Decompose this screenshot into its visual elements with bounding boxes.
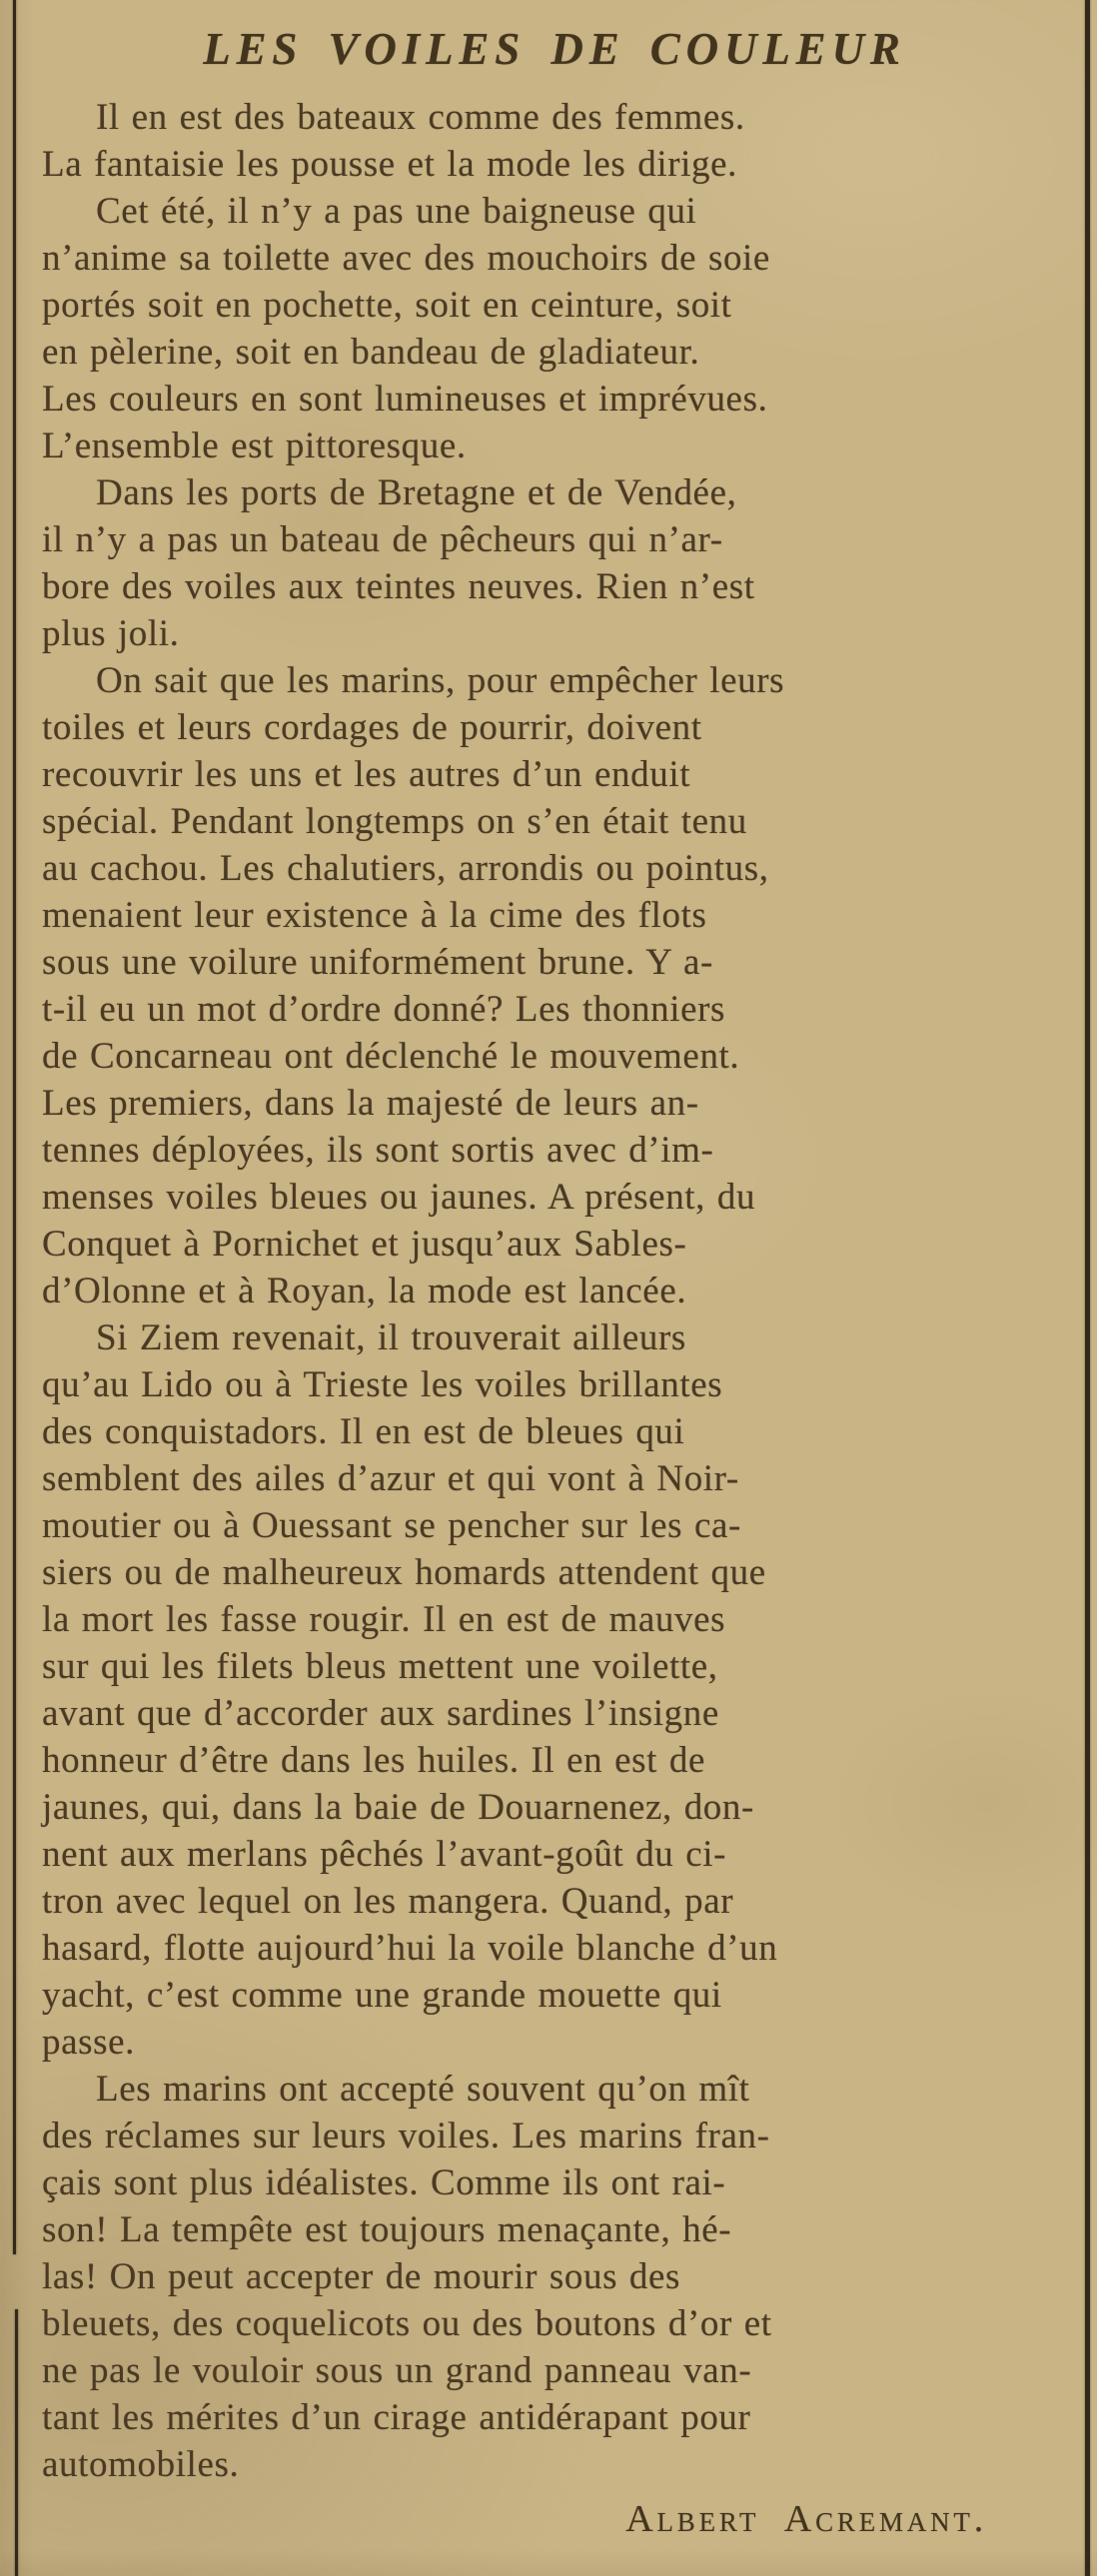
article-paragraph xyxy=(42,657,1067,1314)
article-line: tant les mérites d’un cirage antidérapant pour xyxy=(42,2397,751,2438)
article-line: yacht, c’est comme une grande mouette qui xyxy=(42,1975,722,2016)
article-line: de Concarneau ont déclenché le mouvement. xyxy=(42,1036,740,1077)
article-line: nent aux merlans pêchés l’avant-goût du ci- xyxy=(42,1834,727,1875)
article-paragraph xyxy=(42,188,1067,469)
article-line: sur qui les filets bleus mettent une voilette, xyxy=(42,1646,718,1687)
article-line: Dans les ports de Bretagne et de Vendée, xyxy=(96,472,737,513)
article-line: d’Olonne et à Royan, la mode est lancée. xyxy=(42,1271,687,1311)
article-line: avant que d’accorder aux sardines l’insigne xyxy=(42,1693,719,1734)
column-rule-right xyxy=(1085,0,1090,2576)
article-line: moutier ou à Ouessant se pencher sur les ca- xyxy=(42,1505,741,1546)
article-line: ne pas le vouloir sous un grand panneau van- xyxy=(42,2350,752,2391)
article-line: spécial. Pendant longtemps on s’en était tenu xyxy=(42,801,747,842)
article-line: t-il eu un mot d’ordre donné? Les thonniers xyxy=(42,989,726,1030)
article-line: La fantaisie les pousse et la mode les dirige. xyxy=(42,144,738,185)
article-line: Les marins ont accepté souvent qu’on mît xyxy=(96,2069,750,2110)
article-body xyxy=(42,94,1067,2488)
article-line: honneur d’être dans les huiles. Il en est de xyxy=(42,1740,706,1781)
article-line: hasard, flotte aujourd’hui la voile blanche d’un xyxy=(42,1928,778,1969)
article-line: Les premiers, dans la majesté de leurs an- xyxy=(42,1083,699,1124)
article-line: menses voiles bleues ou jaunes. A présent, du xyxy=(42,1177,756,1218)
article-line: portés soit en pochette, soit en ceinture, soit xyxy=(42,285,732,326)
article-title: LES VOILES DE COULEUR xyxy=(203,24,906,74)
article-line: Les couleurs en sont lumineuses et imprévues. xyxy=(42,379,768,420)
article-line: siers ou de malheureux homards attendent que xyxy=(42,1552,766,1593)
article-line: tennes déployées, ils sont sortis avec d’im- xyxy=(42,1130,714,1171)
article-line: menaient leur existence à la cime des flots xyxy=(42,895,707,936)
article-line: bleuets, des coquelicots ou des boutons d’or et xyxy=(42,2303,772,2344)
article-paragraph xyxy=(42,2066,1067,2488)
article-line: au cachou. Les chalutiers, arrondis ou pointus, xyxy=(42,848,769,889)
article-line: la mort les fasse rougir. Il en est de mauves xyxy=(42,1599,726,1640)
article-line: automobiles. xyxy=(42,2444,240,2485)
article-line: Il en est des bateaux comme des femmes. xyxy=(96,97,745,138)
article-line: des réclames sur leurs voiles. Les marins fran- xyxy=(42,2116,770,2156)
article-signature: Albert Acremant. xyxy=(625,2498,987,2540)
article-line: plus joli. xyxy=(42,613,180,654)
article-line: semblent des ailes d’azur et qui vont à Noir- xyxy=(42,1458,739,1499)
article-line: On sait que les marins, pour empêcher leurs xyxy=(96,660,785,701)
article-line: L’ensemble est pittoresque. xyxy=(42,426,467,466)
column-rule-left-upper xyxy=(13,0,16,2254)
newspaper-column xyxy=(42,14,1067,2544)
article-line: recouvrir les uns et les autres d’un enduit xyxy=(42,754,691,795)
column-rule-left-lower xyxy=(15,2309,18,2576)
article-line: tron avec lequel on les mangera. Quand, par xyxy=(42,1881,734,1922)
article-line: sous une voilure uniformément brune. Y a- xyxy=(42,942,713,983)
article-line: Si Ziem revenait, il trouverait ailleurs xyxy=(96,1317,686,1358)
article-line: son! La tempête est toujours menaçante, hé- xyxy=(42,2209,732,2250)
article-line: las! On peut accepter de mourir sous des xyxy=(42,2256,681,2297)
article-line: Conquet à Pornichet et jusqu’aux Sables- xyxy=(42,1224,687,1265)
article-line: Cet été, il n’y a pas une baigneuse qui xyxy=(96,191,697,232)
article-line: des conquistadors. Il en est de bleues qui xyxy=(42,1411,685,1452)
article-line: bore des voiles aux teintes neuves. Rien n’est xyxy=(42,566,755,607)
article-paragraph xyxy=(42,1314,1067,2066)
article-line: çais sont plus idéalistes. Comme ils ont rai- xyxy=(42,2162,726,2203)
article-line: passe. xyxy=(42,2022,135,2063)
article-paragraph xyxy=(42,469,1067,657)
article-line: qu’au Lido ou à Trieste les voiles brillantes xyxy=(42,1364,723,1405)
article-line: jaunes, qui, dans la baie de Douarnenez, don- xyxy=(42,1787,754,1828)
article-line: n’anime sa toilette avec des mouchoirs de soie xyxy=(42,238,770,279)
article-line: il n’y a pas un bateau de pêcheurs qui n’ar- xyxy=(42,519,723,560)
article-paragraph xyxy=(42,94,1067,188)
article-line: en pèlerine, soit en bandeau de gladiateur. xyxy=(42,332,700,373)
article-line: toiles et leurs cordages de pourrir, doivent xyxy=(42,707,702,748)
